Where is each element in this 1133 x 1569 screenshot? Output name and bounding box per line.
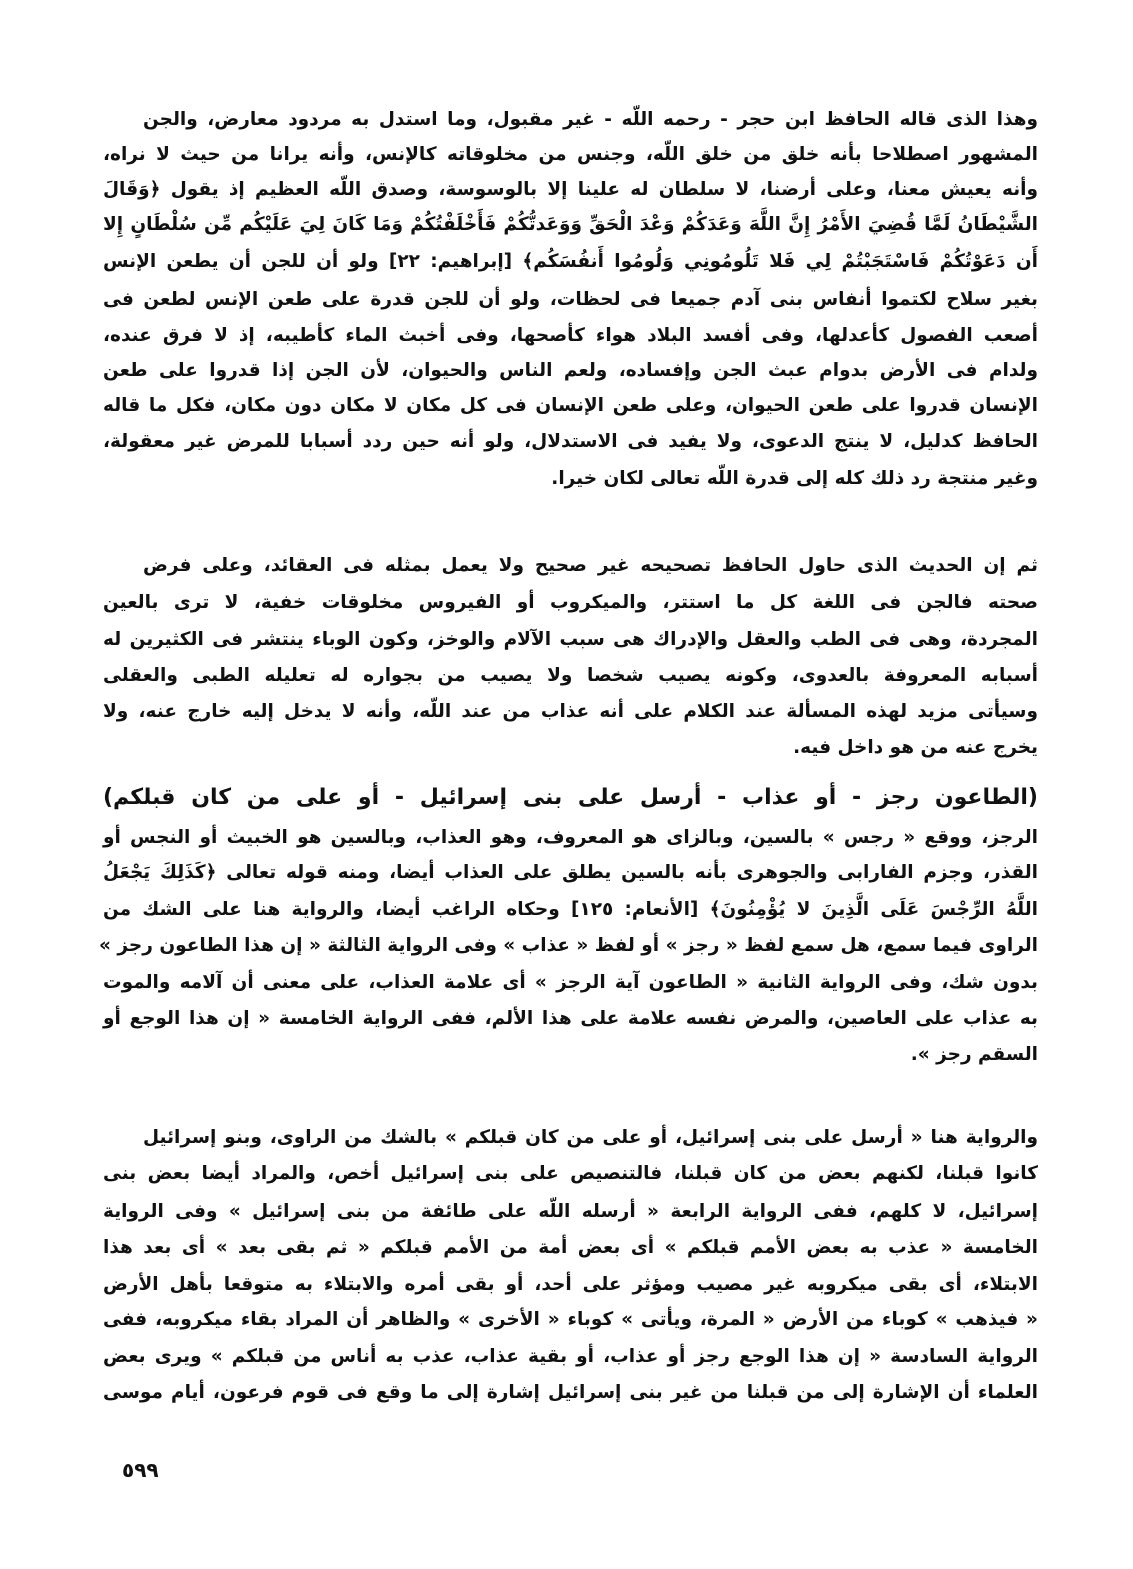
section-heading: (الطاعون رجز - أو عذاب - أرسل على بنى إسرائيل - أو على من كان قبلكم) — [103, 785, 1038, 810]
text-line: بدون شك، وفى الرواية الثانية « الطاعون آية الرجز » أى علامة العذاب، على معنى أن آلامه والموت — [103, 972, 1038, 993]
text-line: الإنسان قدروا على طعن الحيوان، وعلى طعن الإنسان فى كل مكان لا مكان دون مكان، فكل ما قاله — [103, 395, 1038, 416]
text-line: صحته فالجن فى اللغة كل ما استتر، والميكروب أو الفيروس مخلوقات خفية، لا ترى بالعين — [103, 592, 1038, 613]
text-line: الخامسة « عذب به بعض الأمم قبلكم » أى بعض أمة من الأمم قبلكم « ثم بقى بعد » أى بعد هذا — [103, 1237, 1038, 1258]
text-line: أصعب الفصول كأعدلها، وفى أفسد البلاد هواء كأصحها، وفى أخبث الماء كأطيبه، إذ لا فرق عنده، — [103, 325, 1038, 346]
text-line: « فيذهب » كوباء من الأرض « المرة، ويأتى » كوباء « الأخرى » والظاهر أن المراد بقاء ميكروبه، ففى — [103, 1309, 1038, 1330]
text-line: القذر، وجزم الفارابى والجوهرى بأنه بالسين يطلق على العذاب أيضا، ومنه قوله تعالى ﴿كَذَلِكَ يَجْعَلُ — [103, 862, 1038, 883]
text-line: وهذا الذى قاله الحافظ ابن حجر - رحمه اللّه - غير مقبول، وما استدل به مردود معارض، والجن — [143, 109, 1038, 130]
text-line: اللَّهُ الرِّجْسَ عَلَى الَّذِينَ لا يُؤْمِنُونَ﴾ [الأنعام: ١٢٥] وحكاه الراغب أيضا، والرواية هنا على الشك من — [103, 899, 1038, 920]
page-number: ٥٩٩ — [122, 1458, 159, 1482]
text-line: به عذاب على العاصين، والمرض نفسه علامة على هذا الألم، ففى الرواية الخامسة « إن هذا الوجع أو — [103, 1008, 1038, 1029]
text-line: وسيأتى مزيد لهذه المسألة عند الكلام على أنه عذاب من عند اللّه، وأنه لا يدخل إليه خارج عنه، ولا — [103, 701, 1038, 722]
text-line: بغير سلاح لكتموا أنفاس بنى آدم جميعا فى لحظات، ولو أن للجن قدرة على طعن الإنس لطعن فى — [103, 289, 1038, 310]
text-line: أسبابه المعروفة بالعدوى، وكونه يصيب شخصا ولا يصيب من بجواره له تعليله الطبى والعقلى — [103, 665, 1038, 686]
text-line: وغير منتجة رد ذلك كله إلى قدرة اللّه تعالى لكان خيرا. — [551, 468, 1038, 489]
text-line: يخرج عنه من هو داخل فيه. — [793, 737, 1038, 758]
text-line: الشَّيْطَانُ لَمَّا قُضِيَ الأَمْرُ إِنَّ اللَّهَ وَعَدَكُمْ وَعْدَ الْحَقِّ وَوَعَدتُّكُمْ فَأَخْلَفْتُكُمْ وَمَا كَانَ لِيَ عَلَيْكُم مِّن سُلْطَانٍ إِلا — [103, 214, 1038, 235]
text-line: الرواية السادسة « إن هذا الوجع رجز أو عذاب، أو بقية عذاب، عذب به أناس من قبلكم » ويرى بعض — [103, 1346, 1038, 1367]
text-line: الرجز، ووقع « رجس » بالسين، وبالزاى هو المعروف، وهو العذاب، وبالسين هو الخبيث أو النجس أو — [103, 827, 1038, 848]
text-line: المشهور اصطلاحا بأنه خلق من خلق اللّه، وجنس من مخلوقاته كالإنس، وأنه يرانا من حيث لا نراه، — [103, 144, 1038, 165]
text-line: أَن دَعَوْتُكُمْ فَاسْتَجَبْتُمْ لِي فَلا تَلُومُونِي وَلُومُوا أَنفُسَكُم﴾ [إبراهيم: ٢٢] ولو أن للجن أن يطعن الإنس — [103, 251, 1038, 272]
text-line: الحافظ كدليل، لا ينتج الدعوى، ولا يفيد فى الاستدلال، ولو أنه حين ردد أسبابا للمرض غير معقولة، — [103, 431, 1038, 452]
text-line: ثم إن الحديث الذى حاول الحافظ تصحيحه غير صحيح ولا يعمل بمثله فى العقائد، وعلى فرض — [143, 555, 1038, 576]
text-line: وأنه يعيش معنا، وعلى أرضنا، لا سلطان له علينا إلا بالوسوسة، وصدق اللّه العظيم إذ يقول ﴿وَقَالَ — [103, 179, 1038, 200]
text-line: المجردة، وهى فى الطب والعقل والإدراك هى سبب الآلام والوخز، وكون الوباء ينتشر فى الكثيرين له — [103, 629, 1038, 650]
text-line: إسرائيل، لا كلهم، ففى الرواية الرابعة « أرسله اللّه على طائفة من بنى إسرائيل » وفى الرواية — [103, 1201, 1038, 1222]
text-line: السقم رجز ». — [910, 1044, 1038, 1065]
text-line: والرواية هنا « أرسل على بنى إسرائيل، أو على من كان قبلكم » بالشك من الراوى، وبنو إسرائيل — [143, 1127, 1038, 1148]
text-line: العلماء أن الإشارة إلى من قبلنا من غير بنى إسرائيل إشارة إلى ما وقع فى قوم فرعون، أيام موسى — [103, 1382, 1038, 1403]
text-line: الراوى فيما سمع، هل سمع لفظ « رجز » أو لفظ « عذاب » وفى الرواية الثالثة « إن هذا الطاعون رجز » — [99, 935, 1038, 956]
text-line: ولدام فى الأرض بدوام عبث الجن وإفساده، ولعم الناس والحيوان، لأن الجن إذا قدروا على طعن — [103, 360, 1038, 381]
text-line: كانوا قبلنا، لكنهم بعض من كان قبلنا، فالتنصيص على بنى إسرائيل أخص، والمراد أيضا بعض بنى — [103, 1163, 1038, 1184]
text-line: الابتلاء، أى بقى ميكروبه غير مصيب ومؤثر على أحد، أو بقى أمره والابتلاء به متوقعا بأهل الأرض — [103, 1274, 1038, 1295]
